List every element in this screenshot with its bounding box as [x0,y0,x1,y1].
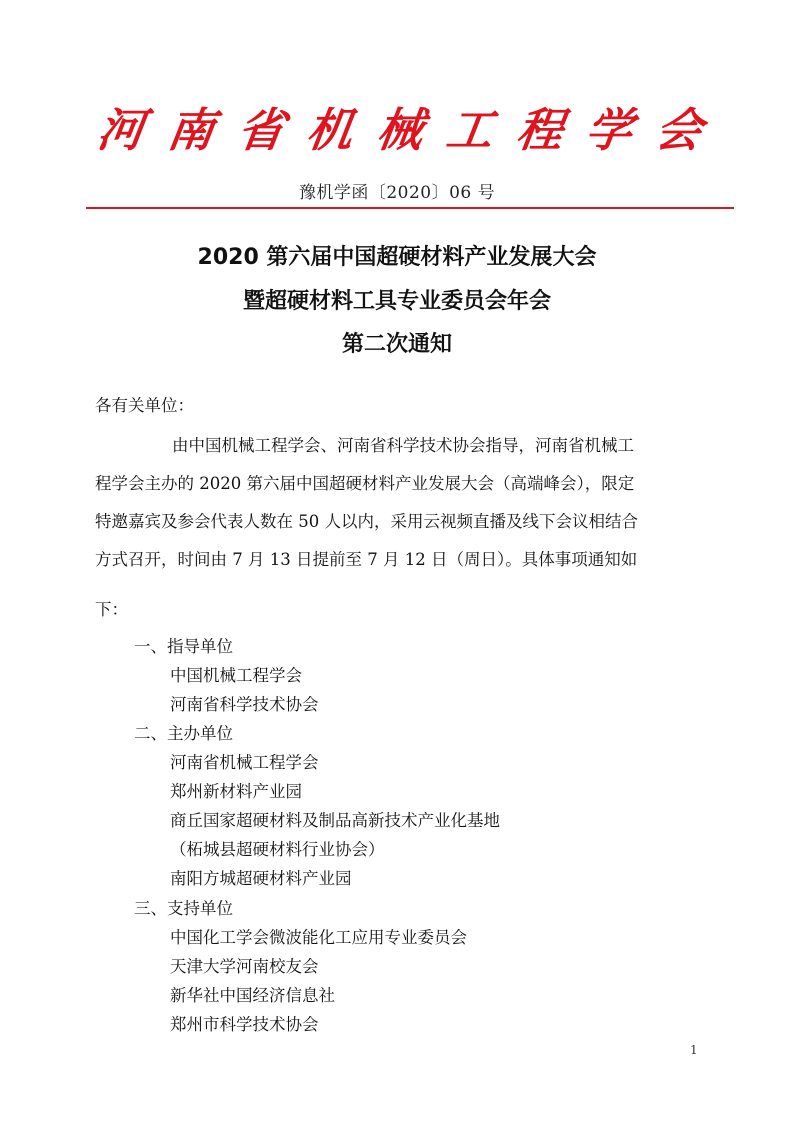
org-char: 械 [373,103,427,157]
org-char: 会 [652,103,706,157]
paragraph-line: 由中国机械工程学会、河南省科学技术协会指导，河南省机械工 [172,436,634,455]
list-item: 郑州市科学技术协会 [170,1015,319,1034]
document-number: 豫机学函〔2020〕06 号 [298,183,496,203]
title-line-1: 2020 第六届中国超硬材料产业发展大会 [197,245,597,270]
list-item: 南阳方城超硬材料产业园 [170,869,352,888]
page-number: 1 [690,1043,698,1057]
title-line-2: 暨超硬材料工具专业委员会年会 [242,289,551,314]
org-char: 学 [582,103,637,157]
title-line-3: 第二次通知 [341,332,452,357]
org-char: 工 [442,103,497,157]
org-char: 省 [233,103,288,157]
salutation: 各有关单位： [95,396,194,415]
list-item: 郑州新材料产业园 [170,782,302,801]
org-char: 机 [303,103,358,157]
org-char: 河 [94,103,148,157]
org-char: 程 [512,103,567,157]
paragraph-line: 特邀嘉宾及参会代表人数在 50 人以内，采用云视频直播及线下会议相结合 [95,512,638,531]
paragraph-line: 程学会主办的 2020 第六届中国超硬材料产业发展大会（高端峰会），限定 [95,474,635,493]
paragraph-line: 方式召开，时间由 7 月 13 日提前至 7 月 12 日（周日）。具体事项通知如 [95,550,638,569]
list-item: 新华社中国经济信息社 [170,986,335,1005]
org-char: 南 [163,103,218,157]
list-item: 河南省科学技术协会 [170,695,319,714]
list-item: 商丘国家超硬材料及制品高新技术产业化基地 [170,811,500,830]
list-item: 中国化工学会微波能化工应用专业委员会 [170,928,467,947]
list-item: （柘城县超硬材料行业协会） [170,840,385,859]
list-item: 中国机械工程学会 [170,666,302,685]
list-item: 河南省机械工程学会 [170,753,319,772]
header-divider [86,207,734,209]
section-heading-guidance: 一、指导单位 [134,637,233,656]
section-heading-host: 二、主办单位 [134,724,233,743]
organization-header [0,100,794,160]
list-item: 天津大学河南校友会 [170,957,319,976]
paragraph-line: 下： [95,600,128,619]
section-heading-support: 三、支持单位 [134,899,233,918]
